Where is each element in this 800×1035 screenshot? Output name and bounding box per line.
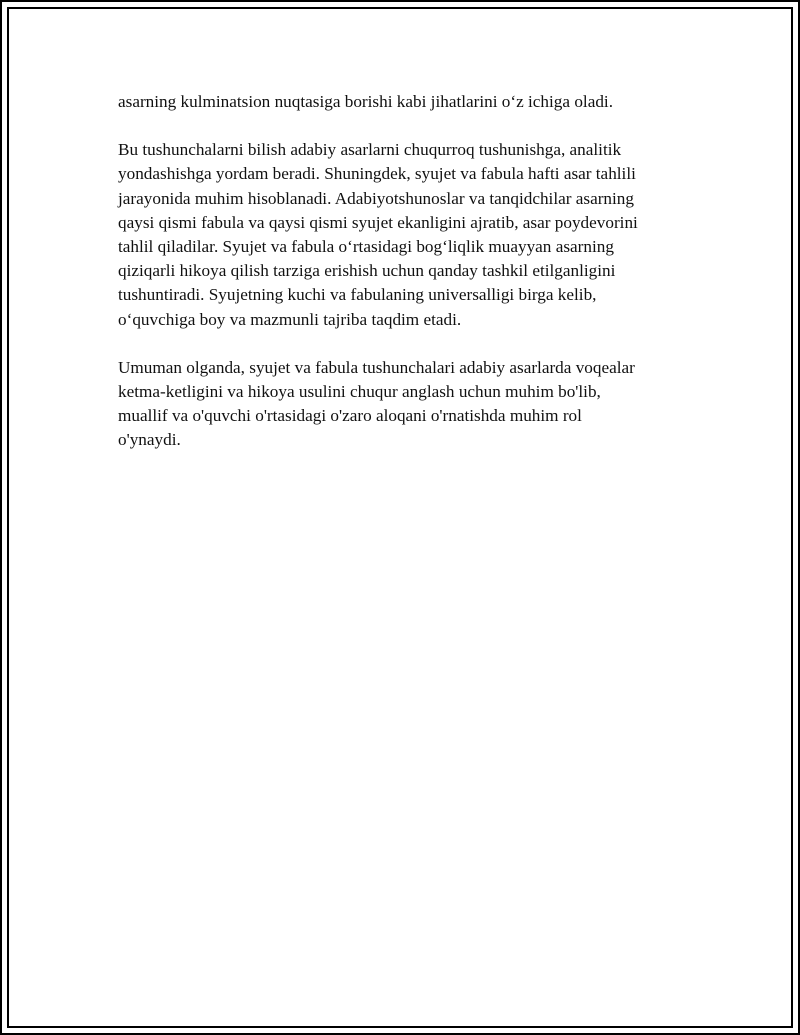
text-line: tahlil qiladilar. Syujet va fabula o‘rtasidagi bog‘liqlik muayyan asarning (118, 237, 614, 257)
text-line: ketma-ketligini va hikoya usulini chuqur anglash uchun muhim bo'lib, (118, 382, 601, 402)
text-line: muallif va o'quvchi o'rtasidagi o'zaro aloqani o'rnatishda muhim rol (118, 406, 582, 426)
text-line: jarayonida muhim hisoblanadi. Adabiyotshunoslar va tanqidchilar asarning (118, 188, 634, 208)
text-line: Bu tushunchalarni bilish adabiy asarlarni chuqurroq tushunishga, analitik (118, 140, 622, 160)
text-line: o‘quvchiga boy va mazmunli tajriba taqdim etadi. (118, 309, 462, 329)
document-body (118, 90, 678, 477)
text-line: o'ynaydi. (118, 430, 181, 450)
text-line: qaysi qismi fabula va qaysi qismi syujet ekanligini ajratib, asar poydevorini (118, 212, 638, 232)
paragraph-2 (118, 138, 678, 332)
paragraph-3 (118, 356, 678, 453)
text-line: tushuntiradi. Syujetning kuchi va fabulaning universalligi birga kelib, (118, 285, 597, 305)
text-line: Umuman olganda, syujet va fabula tushunchalari adabiy asarlarda voqealar (118, 357, 635, 377)
text-line: qiziqarli hikoya qilish tarziga erishish uchun qanday tashkil etilganligini (118, 261, 616, 281)
text-line: asarning kulminatsion nuqtasiga borishi kabi jihatlarini o‘z ichiga oladi. (118, 92, 613, 111)
paragraph-1 (118, 90, 678, 114)
text-line: yondashishga yordam beradi. Shuningdek, syujet va fabula hafti asar tahlili (118, 164, 636, 184)
